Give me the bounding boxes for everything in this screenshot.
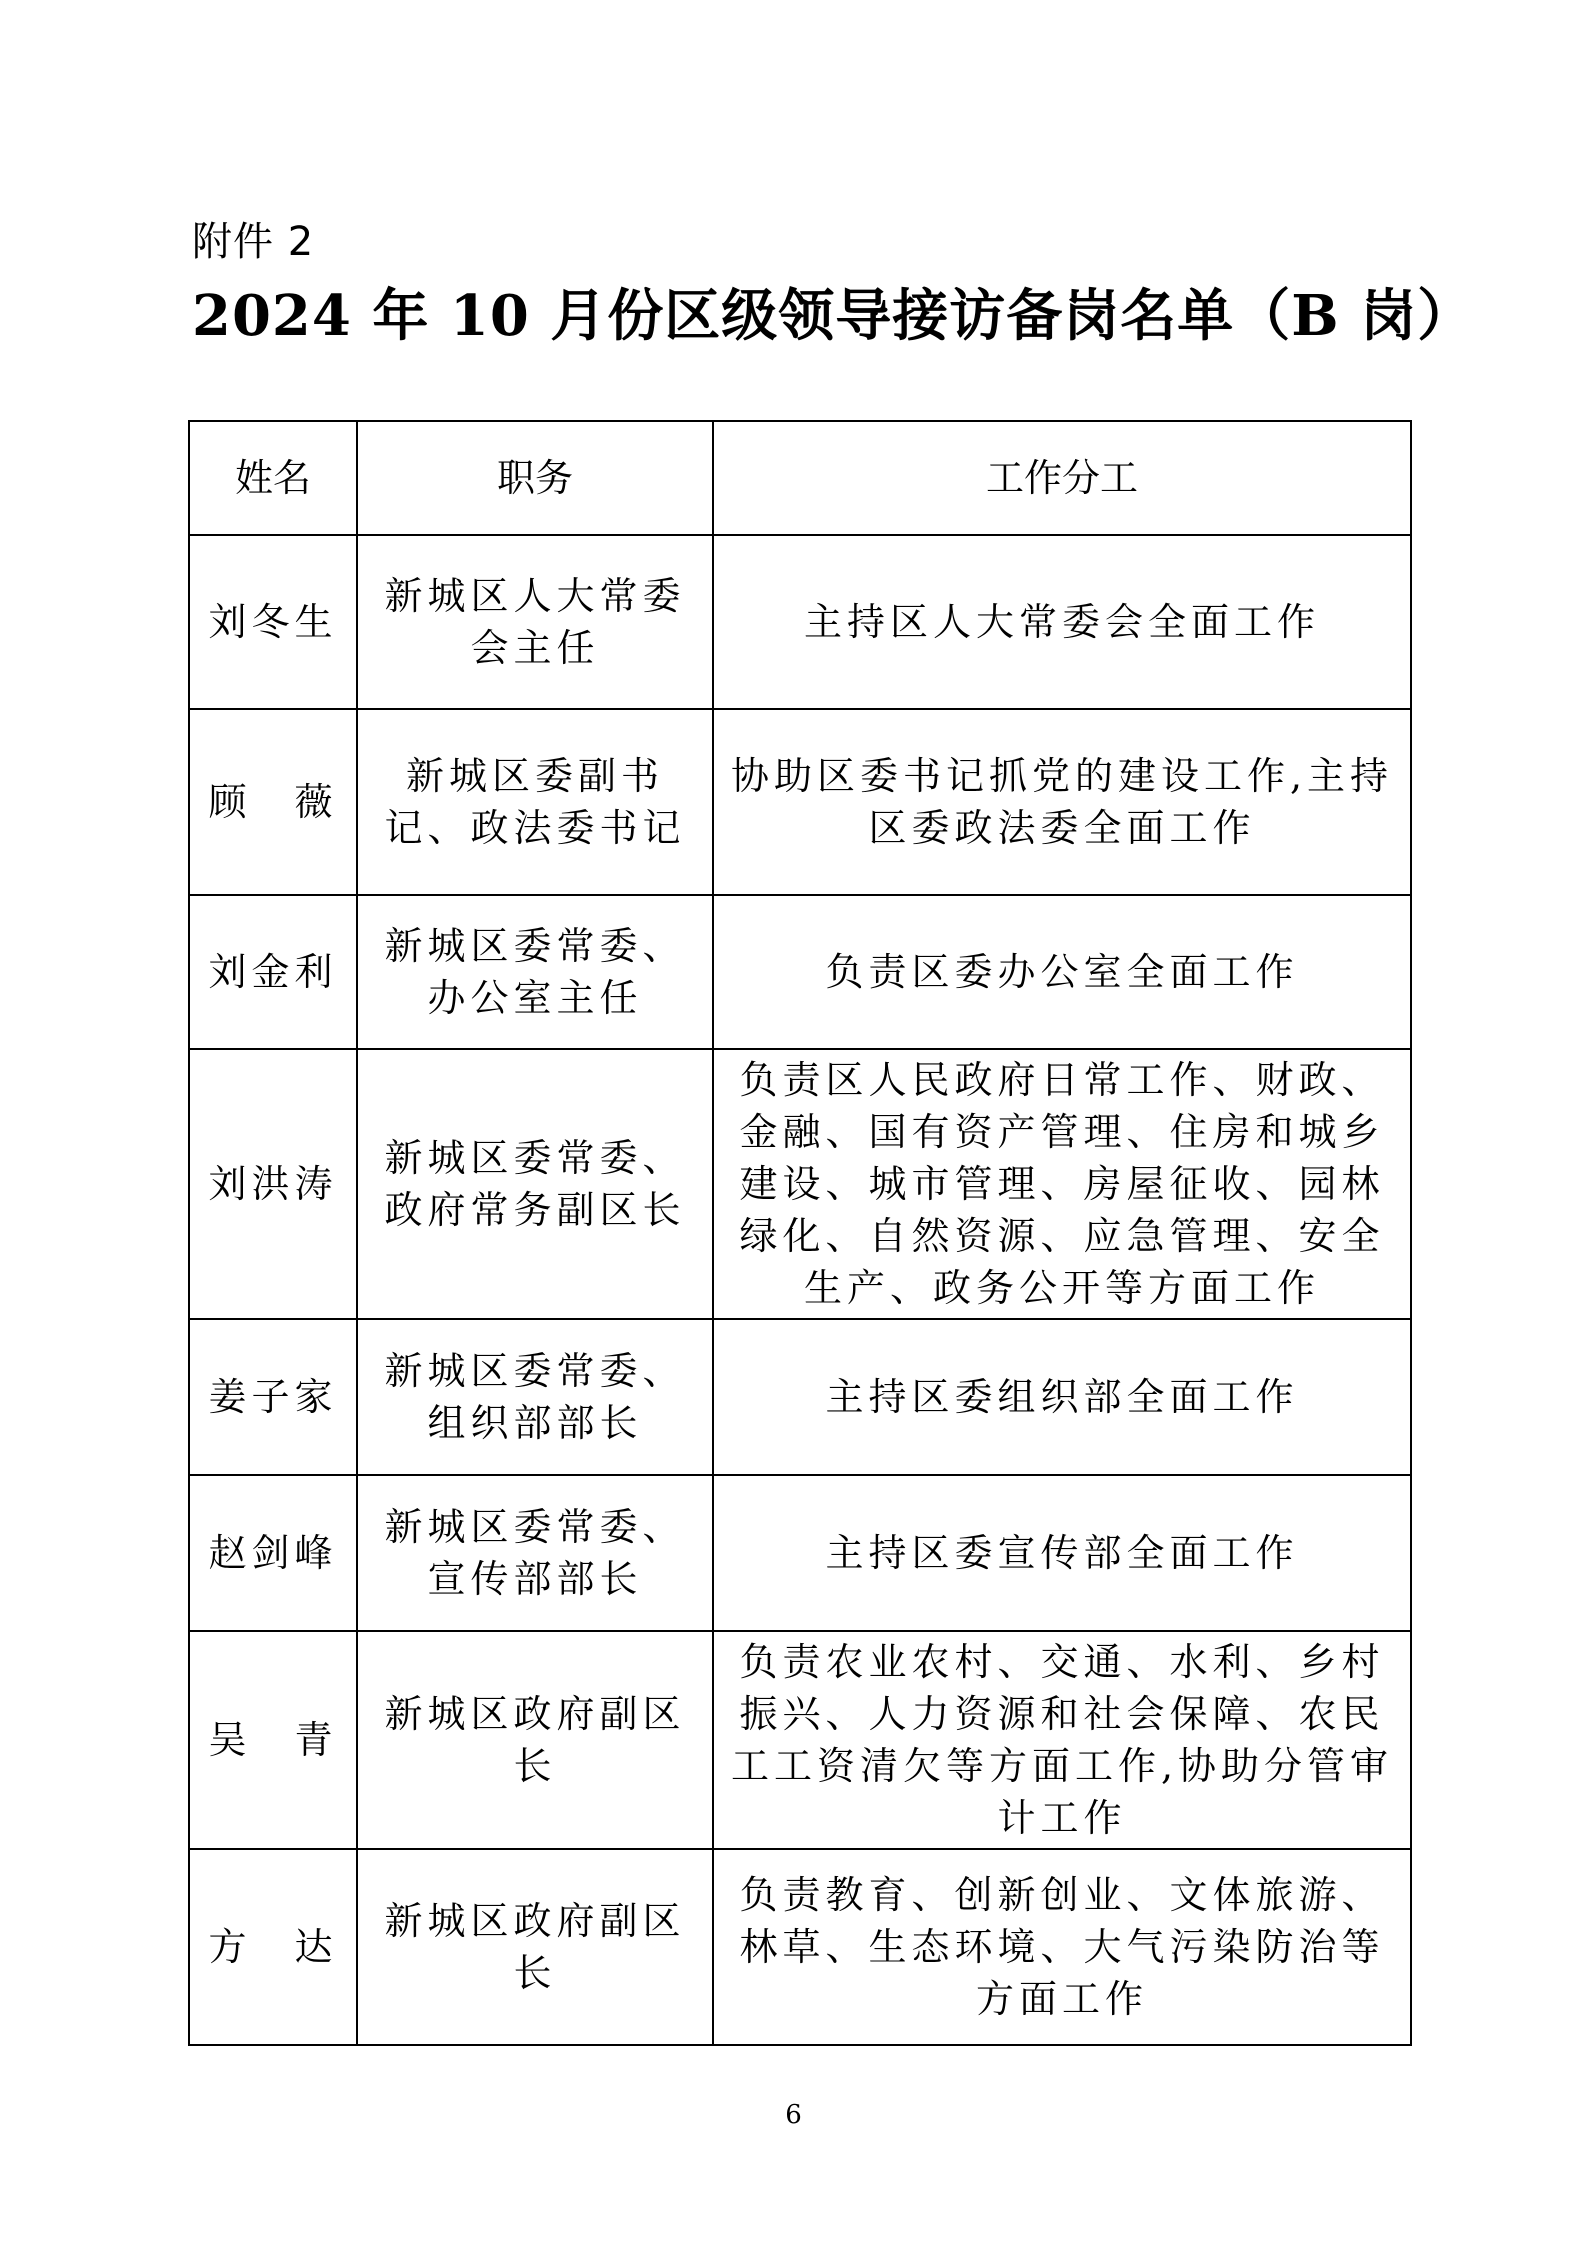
duty-cell: 负责区人民政府日常工作、财政、金融、国有资产管理、住房和城乡建设、城市管理、房屋征收、园林绿化、自然资源、应急管理、安全生产、政务公开等方面工作 [713, 1049, 1411, 1319]
name-cell: 赵剑峰 [189, 1475, 357, 1631]
position-cell: 新城区人大常委会主任 [357, 535, 713, 709]
table-row [189, 1475, 1411, 1631]
table-row [189, 1049, 1411, 1319]
duty-cell: 主持区委宣传部全面工作 [713, 1475, 1411, 1631]
name-cell: 刘冬生 [189, 535, 357, 709]
table-header-row [189, 421, 1411, 535]
name-cell: 吴 青 [189, 1631, 357, 1849]
position-cell: 新城区委常委、政府常务副区长 [357, 1049, 713, 1319]
duty-cell: 负责教育、创新创业、文体旅游、林草、生态环境、大气污染防治等方面工作 [713, 1849, 1411, 2045]
header-name: 姓名 [189, 421, 357, 535]
table-row [189, 895, 1411, 1049]
name-cell: 顾 薇 [189, 709, 357, 895]
table-row [189, 1319, 1411, 1475]
duty-cell: 负责区委办公室全面工作 [713, 895, 1411, 1049]
position-cell: 新城区委常委、宣传部部长 [357, 1475, 713, 1631]
name-cell: 刘洪涛 [189, 1049, 357, 1319]
name-cell: 刘金利 [189, 895, 357, 1049]
duty-cell: 负责农业农村、交通、水利、乡村振兴、人力资源和社会保障、农民工工资清欠等方面工作,协助分管审计工作 [713, 1631, 1411, 1849]
document-title: 2024 年 10 月份区级领导接访备岗名单（B 岗） [192, 283, 1475, 349]
position-cell: 新城区政府副区长 [357, 1631, 713, 1849]
header-position: 职务 [357, 421, 713, 535]
position-cell: 新城区委副书记、政法委书记 [357, 709, 713, 895]
page-number: 6 [785, 2100, 802, 2130]
leader-roster-table [188, 420, 1412, 2046]
position-cell: 新城区委常委、组织部部长 [357, 1319, 713, 1475]
table-row [189, 535, 1411, 709]
table-row [189, 1849, 1411, 2045]
duty-cell: 协助区委书记抓党的建设工作,主持区委政法委全面工作 [713, 709, 1411, 895]
name-cell: 方 达 [189, 1849, 357, 2045]
table-row [189, 709, 1411, 895]
name-cell: 姜子家 [189, 1319, 357, 1475]
table-row [189, 1631, 1411, 1849]
position-cell: 新城区委常委、办公室主任 [357, 895, 713, 1049]
header-duty: 工作分工 [713, 421, 1411, 535]
duty-cell: 主持区委组织部全面工作 [713, 1319, 1411, 1475]
position-cell: 新城区政府副区长 [357, 1849, 713, 2045]
attachment-label: 附件 2 [192, 219, 315, 265]
duty-cell: 主持区人大常委会全面工作 [713, 535, 1411, 709]
